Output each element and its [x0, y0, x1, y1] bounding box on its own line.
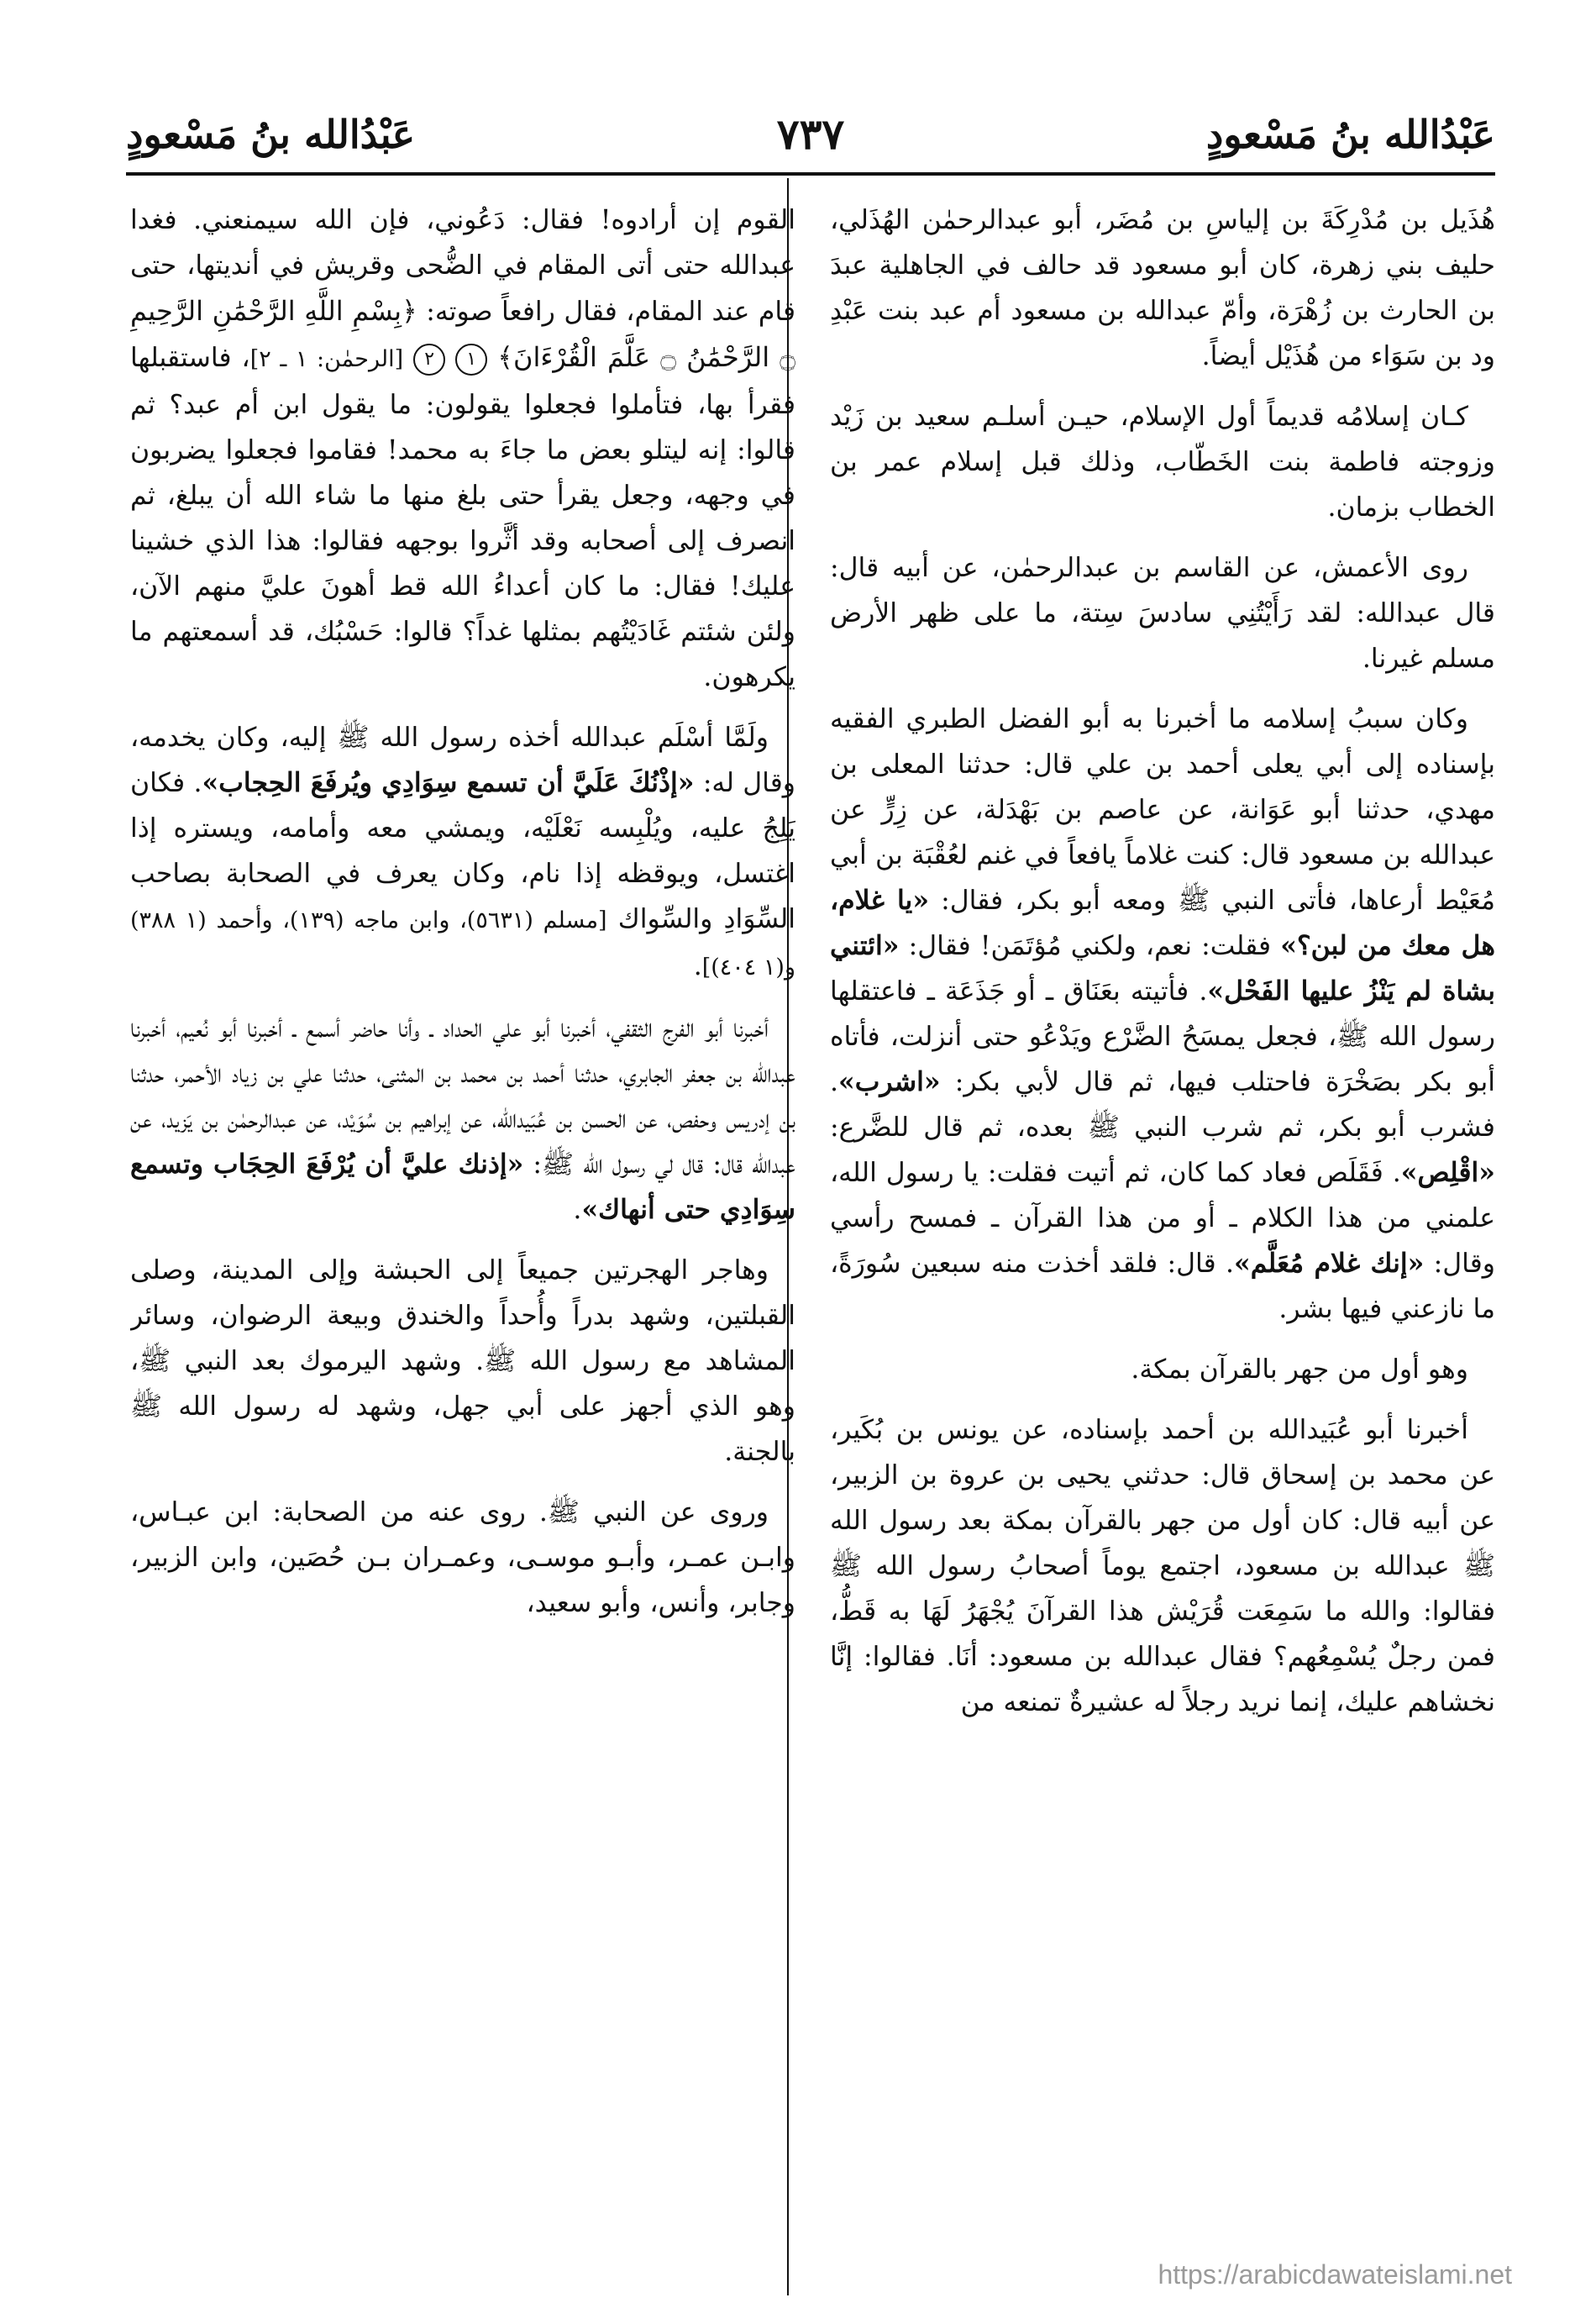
- text-run: فقلت: نعم، ولكني مُؤتَمَن! فقال:: [908, 931, 1272, 961]
- text-run: . فَقَلَص فعاد كما كان، ثم أتيت فقلت: يا رسول الله، علمني من هذا الكلام ـ أو من هذا القرآن ـ فمسح رأسي وقال:: [830, 1158, 1495, 1279]
- text-run: ، فاستقبلها فقرأ بها، فتأملوا فجعلوا يقولون: ما يقول ابن أم عبد؟ ثم قالوا: إنه ليتلو بعض ما جاءَ به محمد! فقاموا فجعلوا يضربون في وجهه، وجعل يقرأ حتى بلغ منها ما شاء الله أن يبلغ، ثم انصرف إلى أصحابه وقد أثَّروا بوجهه فقالوا: هذا الذي خشينا عليك! فقال: ما كان أعداءُ الله قط أهونَ عليَّ منهم الآن، ولئن شئتم غَادَيْتُهم بمثلها غداً؟ قالوا: حَسْبُك، قد أسمعتهم ما يكرهون.: [130, 343, 795, 692]
- text-run: . فأتيته بعَنَاق ـ أو جَذَعَة ـ فاعتقلها رسول الله ﷺ، فجعل يمسَحُ الضَّرْع ويَدْعُو حتى أنزلت، فأتاه أبو بكر بصَخْرَة فاحتلب فيها، ثم قال لأبي بكر:: [830, 976, 1495, 1097]
- paragraph: [130, 715, 795, 991]
- ayah-number-marker: ٢: [413, 344, 445, 376]
- page-number: ٧٣٧: [776, 109, 845, 159]
- paragraph: وهو أول من جهر بالقرآن بمكة.: [1131, 1354, 1468, 1385]
- paragraph: وروى عن النبي ﷺ. روى عنه من الصحابة: ابن عبـاس، وابـن عمـر، وأبـو موسـى، وعمـران بـن حُصَين، وابن الزبير، وجابر، وأنس، وأبو سعيد،: [130, 1497, 795, 1618]
- text-run: أخبرنا أبو الفرج الثقفي، أخبرنا أبو علي الحداد ـ وأنا حاضر أسمع ـ أخبرنا أبو نُعيم، أخبرنا عبدالله بن جعفر الجابري، حدثنا أحمد بن محمد بن المثنى، حدثنا علي بن زياد الأحمر، حدثنا بن إدريس وحفص، عن الحسن بن عُبَيدالله، عن إبراهيم بن سُوَيْد، عن عبدالرحمٰن بن يَزيد، عن عبدالله قال: قال لي رسول الله ﷺ:: [130, 1013, 795, 1180]
- running-title-right: عَبْدُالله بنُ مَسْعودٍ: [1205, 112, 1495, 157]
- quran-verse: ﴿بِسْمِ اللَّهِ الرَّحْمَٰنِ الرَّحِيمِ ۝ الرَّحْمَٰنُ ۝ عَلَّمَ الْقُرْءَانَ﴾: [130, 295, 795, 373]
- right-column: [830, 197, 1495, 2273]
- text-run: ولَمَّا أسْلَم عبدالله أخذه رسول الله ﷺ إليه، وكان يخدمه، وقال له:: [130, 723, 795, 798]
- text-run: . قال: فلقد أخذت منه سبعين سُورَةً، ما نازعني فيها بشر.: [830, 1249, 1495, 1324]
- page-header: [126, 101, 1495, 168]
- hadith-quote: «ائتني بشاة لم يَنْزُ عليها الفَحْل»: [830, 930, 1495, 1007]
- text-run: وكان سببُ إسلامه ما أخبرنا به أبو الفضل الطبري الفقيه بإسناده إلى أبي يعلى أحمد بن علي قال: حدثنا المعلى بن مهدي، حدثنا أبو عَوَانة، عن عاصم بن بَهْدَلة، عن زِرٍّ عن عبدالله بن مسعود قال: كنت غلاماً يافعاً في غنم لعُقْبَة بن أبي مُعَيْط أرعاها، فأتى النبي ﷺ ومعه أبو بكر، فقال:: [830, 704, 1495, 916]
- ayah-number-marker: ١: [455, 344, 487, 376]
- hadith-quote: «إذنك عليَّ أن يُرْفَعَ الحِجَاب وتسمع سِوَادِي حتى أنهاك»: [130, 1149, 795, 1225]
- text-run: . فكان يَلِجُ عليه، ويُلْبِسه نَعْلَيْه، ويمشي معه وأمامه، ويستره إذا اغتسل، ويوقظه إذا نام، وكان يعرف في الصحابة بصاحب السِّوَادِ والسِّواك: [130, 768, 795, 934]
- left-column: [130, 197, 795, 2273]
- paragraph: هُذَيل بن مُدْرِكَةَ بن إلياسِ بن مُضَر، أبو عبدالرحمٰن الهُذَلي، حليف بني زهرة، كان أبو مسعود قد حالف في الجاهلية عبدَ بن الحارث بن زُهْرَة، وأمّ عبدالله بن مسعود أم عبد بنت عَبْدِ ود بن سَوَاء من هُذَيْل أيضاً.: [830, 205, 1495, 371]
- paragraph: [130, 1006, 795, 1233]
- paragraph: وهاجر الهجرتين جميعاً إلى الحبشة وإلى المدينة، وصلى القبلتين، وشهد بدراً وأُحداً والخندق وبيعة الرضوان، وسائر المشاهد مع رسول الله ﷺ. وشهد اليرموك بعد النبي ﷺ، وهو الذي أجهز على أبي جهل، وشهد له رسول الله ﷺ بالجنة.: [130, 1255, 795, 1467]
- hadith-quote: «إذْنُكَ عَلَيَّ أن تسمع سِوَادِي ويُرفَعَ الحِجاب»: [202, 767, 695, 798]
- verse-reference: [الرحمٰن: ١ ـ ٢]: [249, 346, 404, 372]
- running-title-left: عَبْدُالله بنُ مَسْعودٍ: [126, 112, 416, 157]
- header-rule: [126, 172, 1495, 176]
- hadith-quote: «يا غلام، هل معك من لبن؟»: [830, 885, 1495, 961]
- hadith-quote: «إنك غلام مُعَلَّم»: [1234, 1248, 1425, 1279]
- paragraph: كـان إسلامُه قديماً أول الإسلام، حيـن أسلـم سعيد بن زَيْد وزوجته فاطمة بنت الخَطّاب، وذلك قبل إسلام عمر بن الخطاب بزمان.: [830, 402, 1495, 523]
- text-run: القوم إن أرادوه! فقال: دَعُوني، فإن الله سيمنعني. فغدا عبدالله حتى أتى المقام في الضُّحى وقريش في أنديتها، حتى قام عند المقام، فقال رافعاً صوته:: [130, 205, 795, 327]
- text-run: .: [573, 1195, 582, 1225]
- hadith-quote: «اشرب»: [838, 1066, 941, 1097]
- text-run: .: [693, 951, 702, 981]
- paragraph: [830, 697, 1495, 1332]
- text-run: . فشرب أبو بكر، ثم شرب النبي ﷺ بعده، ثم قال للضَّرع:: [830, 1067, 1495, 1143]
- source-reference: [مسلم (٥٦٣١)، وابن ماجه (١٣٩)، وأحمد (١ ٣٨٨) و(١ ٤٠٤)]: [130, 907, 795, 981]
- hadith-quote: «اقْلِص»: [1400, 1157, 1495, 1188]
- paragraph: روى الأعمش، عن القاسم بن عبدالرحمٰن، عن أبيه قال: قال عبدالله: لقد رَأَيْتُنِي سادسَ سِتة، ما على ظهر الأرض مسلم غيرنا.: [830, 553, 1495, 674]
- watermark-url: https://arabicdawateislami.net: [1158, 2259, 1512, 2290]
- paragraph: [130, 197, 795, 700]
- paragraph: أخبرنا أبو عُبَيدالله بن أحمد بإسناده، عن يونس بن بُكَير، عن محمد بن إسحاق قال: حدثني يحيى بن عروة بن الزبير، عن أبيه قال: كان أول من جهر بالقرآن بمكة بعد رسول الله ﷺ عبدالله بن مسعود، اجتمع يوماً أصحابُ رسول الله ﷺ فقالوا: والله ما سَمِعَت قُرَيْش هذا القرآنَ يُجْهَرُ لَهَا به قَطُّ، فمن رجلٌ يُسْمِعُهم؟ فقال عبدالله بن مسعود: أنَا. فقالوا: إنَّا نخشاهم عليك، إنما نريد رجلاً له عشيرةٌ تمنعه من: [830, 1415, 1495, 1717]
